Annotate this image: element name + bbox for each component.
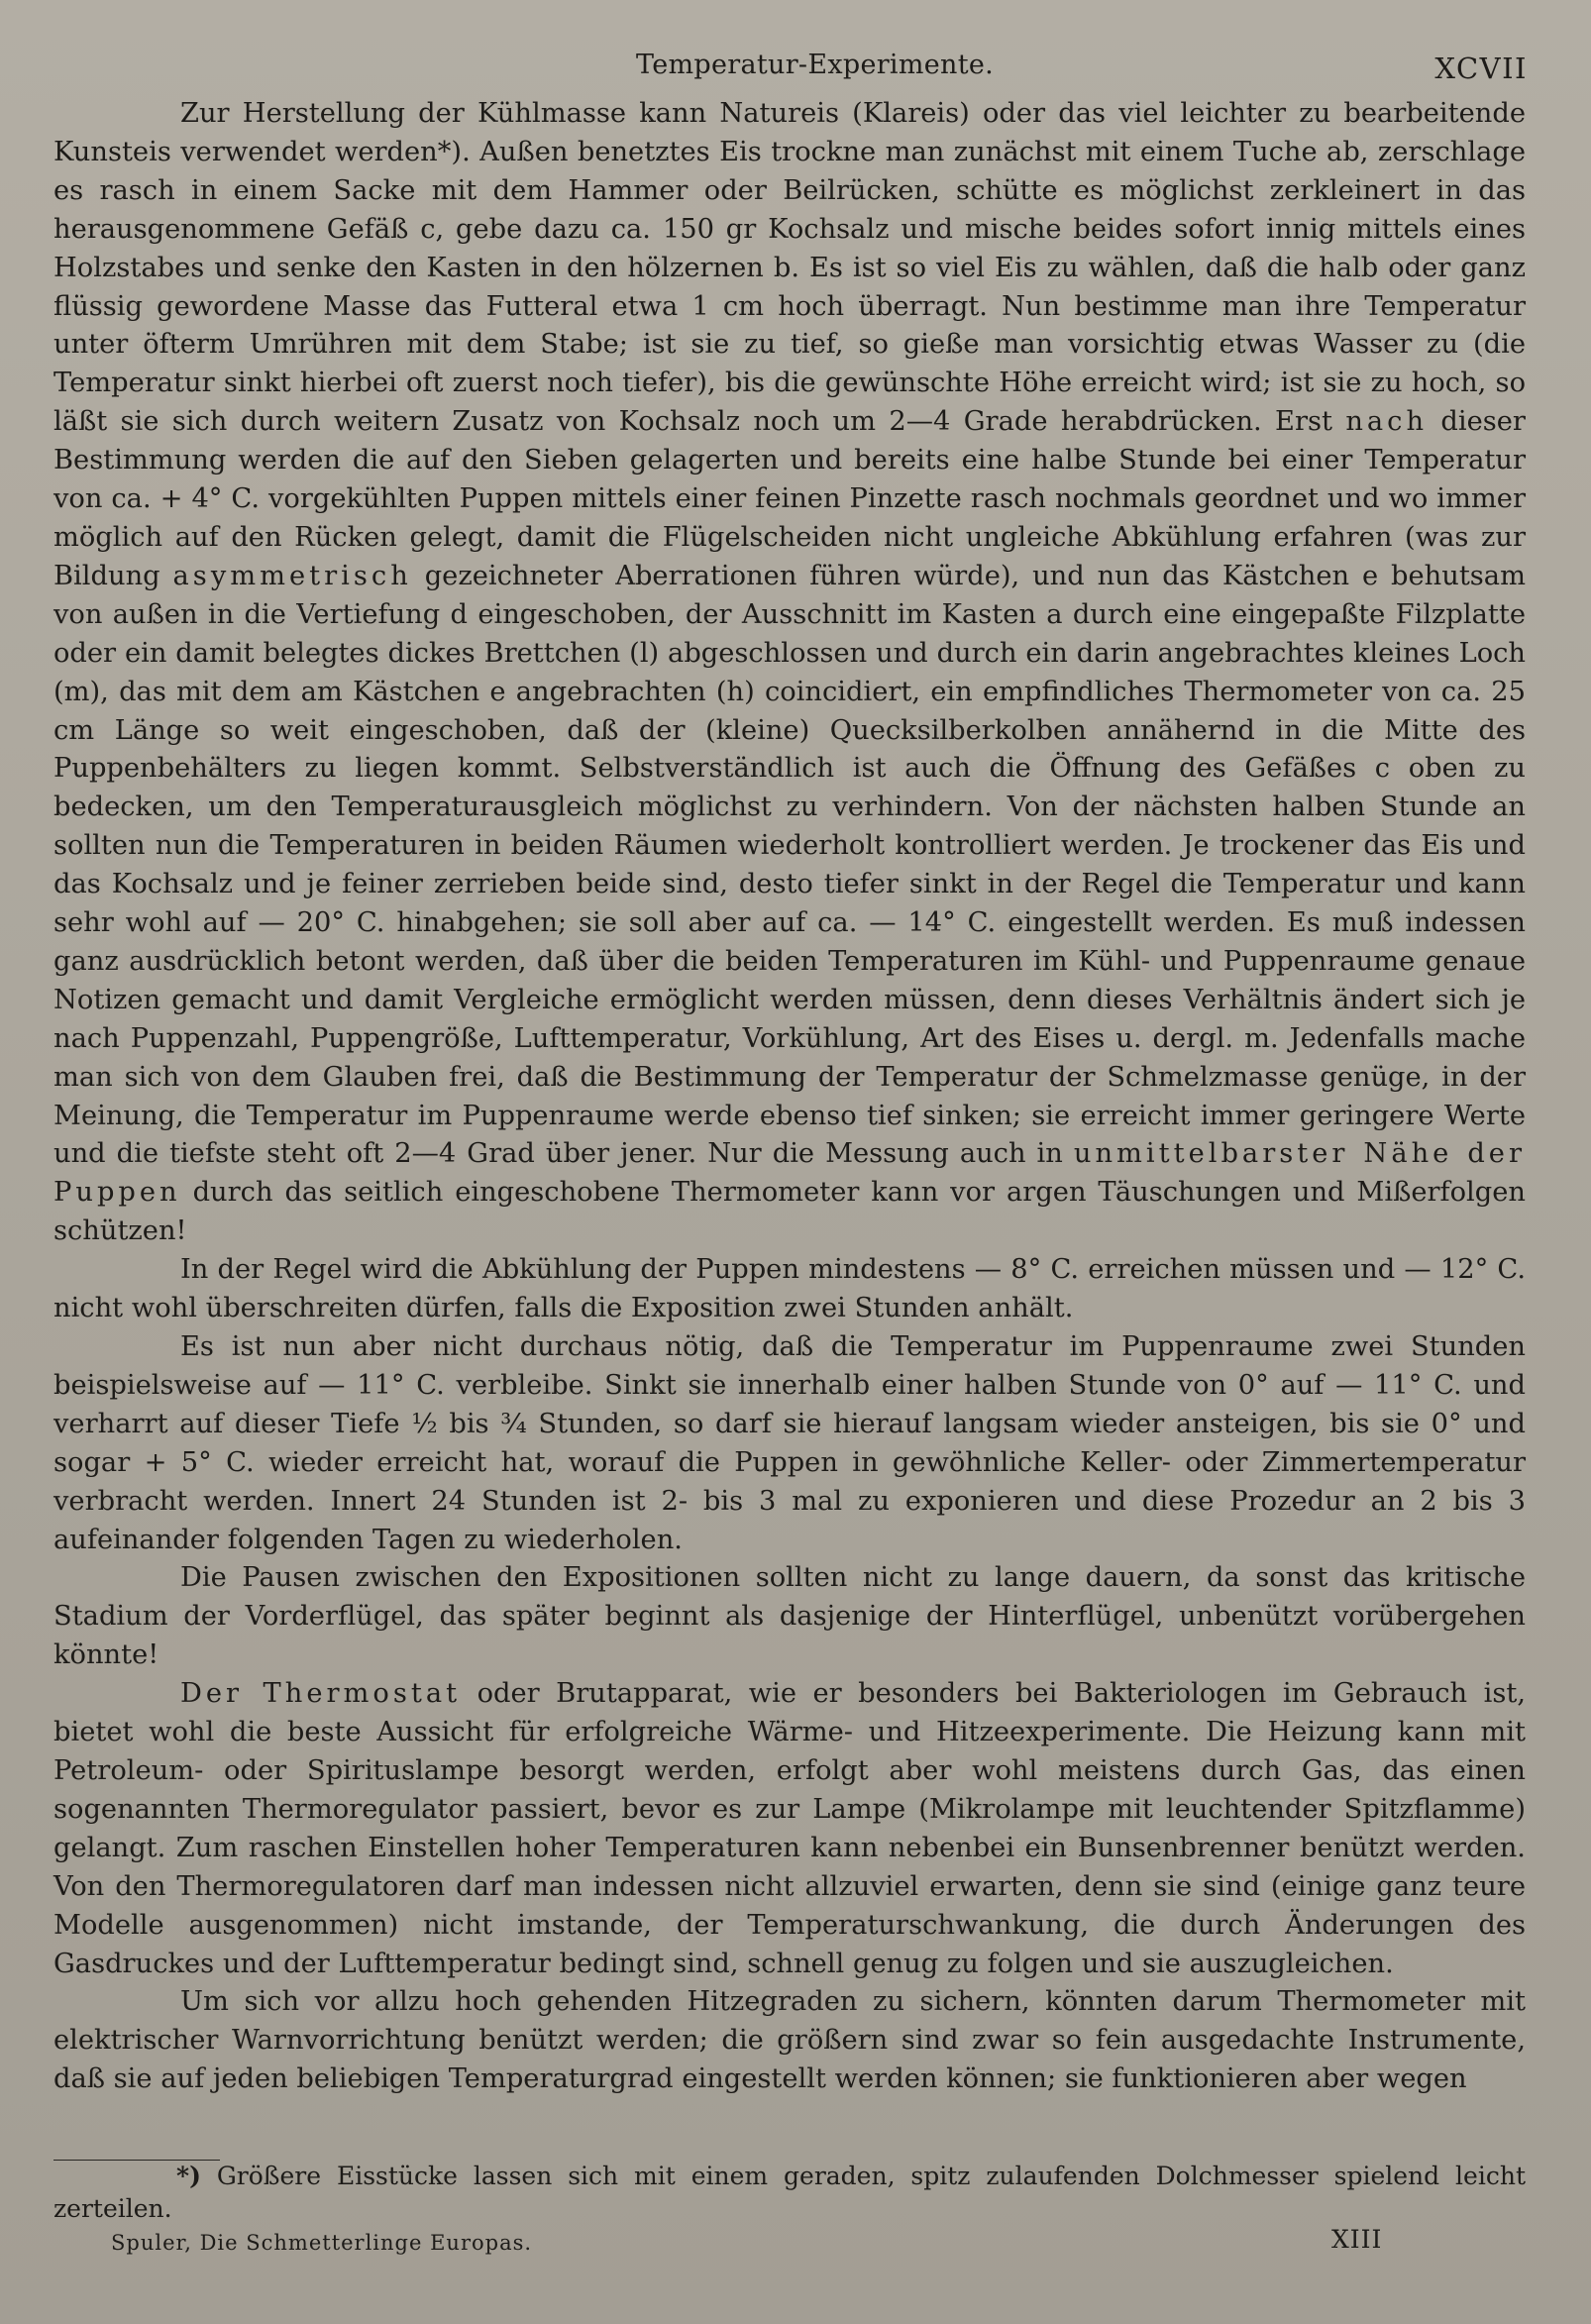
running-head-title: Temperatur-Experimente.	[636, 50, 995, 80]
paragraph-text: dieser Bestimmung werden die auf den Sieben gelagerten und bereits eine halbe Stunde bei einer Temperatur von ca. + 4° C. vorgekühlten Puppen mittels einer feinen Pinzette rasch nochmals geordnet und wo immer möglich auf den Rücken gelegt, damit die Flügelscheiden nicht ungleiche Abkühlung erfahren (was zur Bildung	[53, 406, 1526, 591]
paragraph-thermostat	[53, 1675, 1526, 1983]
paragraph-abkuehlung: In der Regel wird die Abkühlung der Puppen mindestens — 8° C. erreichen müssen und — 12° C. nicht wohl überschreiten dürfen, falls die Exposition zwei Stunden anhält.	[53, 1254, 1526, 1324]
footnote	[53, 2160, 1526, 2225]
running-head	[52, 50, 1528, 89]
paragraph-pausen: Die Pausen zwischen den Expositionen sollten nicht zu lange dauern, da sonst das kritische Stadium der Vorderflügel, das später beginnt als dasjenige der Hinterflügel, unbenützt vorübergehen könnte!	[53, 1562, 1526, 1671]
paragraph-hitzegrade: Um sich vor allzu hoch gehenden Hitzegraden zu sichern, könnten darum Thermometer mit elektrischer Warnvorrichtung benützt werden; die größern sind zwar so fein ausgedachte Instrumente, daß sie auf jeden beliebigen Temperaturgrad eingestellt werden können; sie funktionieren aber wegen	[53, 1986, 1526, 2095]
spaced-emphasis: unmittelbarster Nähe der Puppen	[53, 1138, 1526, 1209]
page-number: XCVII	[1434, 52, 1528, 85]
spaced-emphasis: Der Thermostat	[180, 1678, 462, 1710]
signature-mark: XIII	[1331, 2225, 1383, 2254]
paragraph-text: durch das seitlich eingeschobene Thermometer kann vor argen Täuschungen und Mißerfolgen schützen!	[53, 1177, 1526, 1247]
paragraph-puppenraum: Es ist nun aber nicht durchaus nötig, daß die Temperatur im Puppenraume zwei Stunden beispielsweise auf — 11° C. verbleibe. Sinkt sie innerhalb einer halben Stunde von 0° auf — 11° C. und verharrt auf dieser Tiefe ½ bis ¾ Stunden, so darf sie hierauf langsam wieder ansteigen, bis sie 0° und sogar + 5° C. wieder erreicht hat, worauf die Puppen in gewöhnliche Keller- oder Zimmertemperatur verbracht werden. Innert 24 Stunden ist 2- bis 3 mal zu exponieren und diese Prozedur an 2 bis 3 aufeinander folgenden Tagen zu wiederholen.	[53, 1331, 1526, 1555]
imprint-line: Spuler, Die Schmetterlinge Europas.	[111, 2231, 533, 2255]
paragraph-text: gezeichneter Aberrationen führen würde), und nun das Kästchen e behutsam von außen in die Vertiefung d eingeschoben, der Ausschnitt im Kasten a durch eine eingepaßte Filzplatte oder ein damit belegtes dickes Brettchen (l) abgeschlossen und durch ein darin angebrachtes kleines Loch (m), das mit dem am Kästchen e angebrachten (h) coincidiert, ein empfindliches Thermometer von ca. 25 cm Länge so weit eingeschoben, daß der (kleine) Quecksilberkolben annähernd in die Mitte des Puppenbehälters zu liegen kommt. Selbstverständlich ist auch die Öffnung des Gefäßes c oben zu bedecken, um den Temperaturausgleich möglichst zu verhindern. Von der nächsten halben Stunde an sollten nun die Temperaturen in beiden Räumen wiederholt kontrolliert werden. Je trockener das Eis und das Kochsalz und je feiner zerrieben beide sind, desto tiefer sinkt in der Regel die Temperatur und kann sehr wohl auf — 20° C. hinabgehen; sie soll aber auf ca. — 14° C. eingestellt werden. Es muß indessen ganz ausdrücklich betont werden, daß über die beiden Temperaturen im Kühl- und Puppenraume genaue Notizen gemacht und damit Vergleiche ermöglicht werden müssen, denn dieses Verhältnis ändert sich je nach Puppenzahl, Puppengröße, Lufttemperatur, Vorkühlung, Art des Eises u. dergl. m. Jedenfalls mache man sich von dem Glauben frei, daß die Bestimmung der Temperatur der Schmelzmasse genüge, in der Meinung, die Temperatur im Puppenraume werde ebenso tief sinken; sie erreicht immer geringere Werte und die tiefste steht oft 2—4 Grad über jener. Nur die Messung auch in	[53, 560, 1526, 1170]
paragraph-text: Zur Herstellung der Kühlmasse kann Natureis (Klareis) oder das viel leichter zu bearbeitende Kunsteis verwendet werden*). Außen benetztes Eis trockne man zunächst mit einem Tuche ab, zerschlage es rasch in einem Sacke mit dem Hammer oder Beilrücken, schütte es möglichst zerkleinert in das herausgenommene Gefäß c, gebe dazu ca. 150 gr Kochsalz und mische beides sofort innig mittels eines Holzstabes und senke den Kasten in den hölzernen b. Es ist so viel Eis zu wählen, daß die halb oder ganz flüssig gewordene Masse das Futteral etwa 1 cm hoch überragt. Nun bestimme man ihre Temperatur unter öfterm Umrühren mit dem Stabe; ist sie zu tief, so gieße man vorsichtig etwas Wasser zu (die Temperatur sinkt hierbei oft zuerst noch tiefer), bis die gewünschte Höhe erreicht wird; ist sie zu hoch, so läßt sie sich durch weitern Zusatz von Kochsalz noch um 2—4 Grade herabdrücken. Erst	[53, 98, 1526, 438]
spaced-emphasis: asymmetrisch	[172, 560, 412, 591]
paragraph-text: oder Brutapparat, wie er besonders bei Bakteriologen im Gebrauch ist, bietet wohl die beste Aussicht für erfolgreiche Wärme- und Hitzeexperimente. Die Heizung kann mit Petroleum- oder Spirituslampe besorgt werden, erfolgt aber wohl meistens durch Gas, das einen sogenannten Thermoregulator passiert, bevor es zur Lampe (Mikrolampe mit leuchtender Spitzflamme) gelangt. Zum raschen Einstellen hoher Temperaturen kann nebenbei ein Bunsenbrenner benützt werden. Von den Thermoregulatoren darf man indessen nicht allzuviel erwarten, denn sie sind (einige ganz teure Modelle ausgenommen) nicht imstande, der Temperaturschwankung, die durch Änderungen des Gasdruckes und der Lufttemperatur bedingt sind, schnell genug zu folgen und sie auszugleichen.	[53, 1678, 1526, 1979]
footnote-mark: *)	[176, 2162, 201, 2190]
body-text	[53, 95, 1526, 2099]
page-footer	[111, 2225, 1399, 2265]
footnote-text: Größere Eisstücke lassen sich mit einem geraden, spitz zulaufenden Dolchmesser spielend leicht zerteilen.	[53, 2162, 1526, 2223]
spaced-emphasis: nach	[1345, 406, 1429, 438]
paragraph-kuehlmasse	[53, 95, 1526, 1251]
